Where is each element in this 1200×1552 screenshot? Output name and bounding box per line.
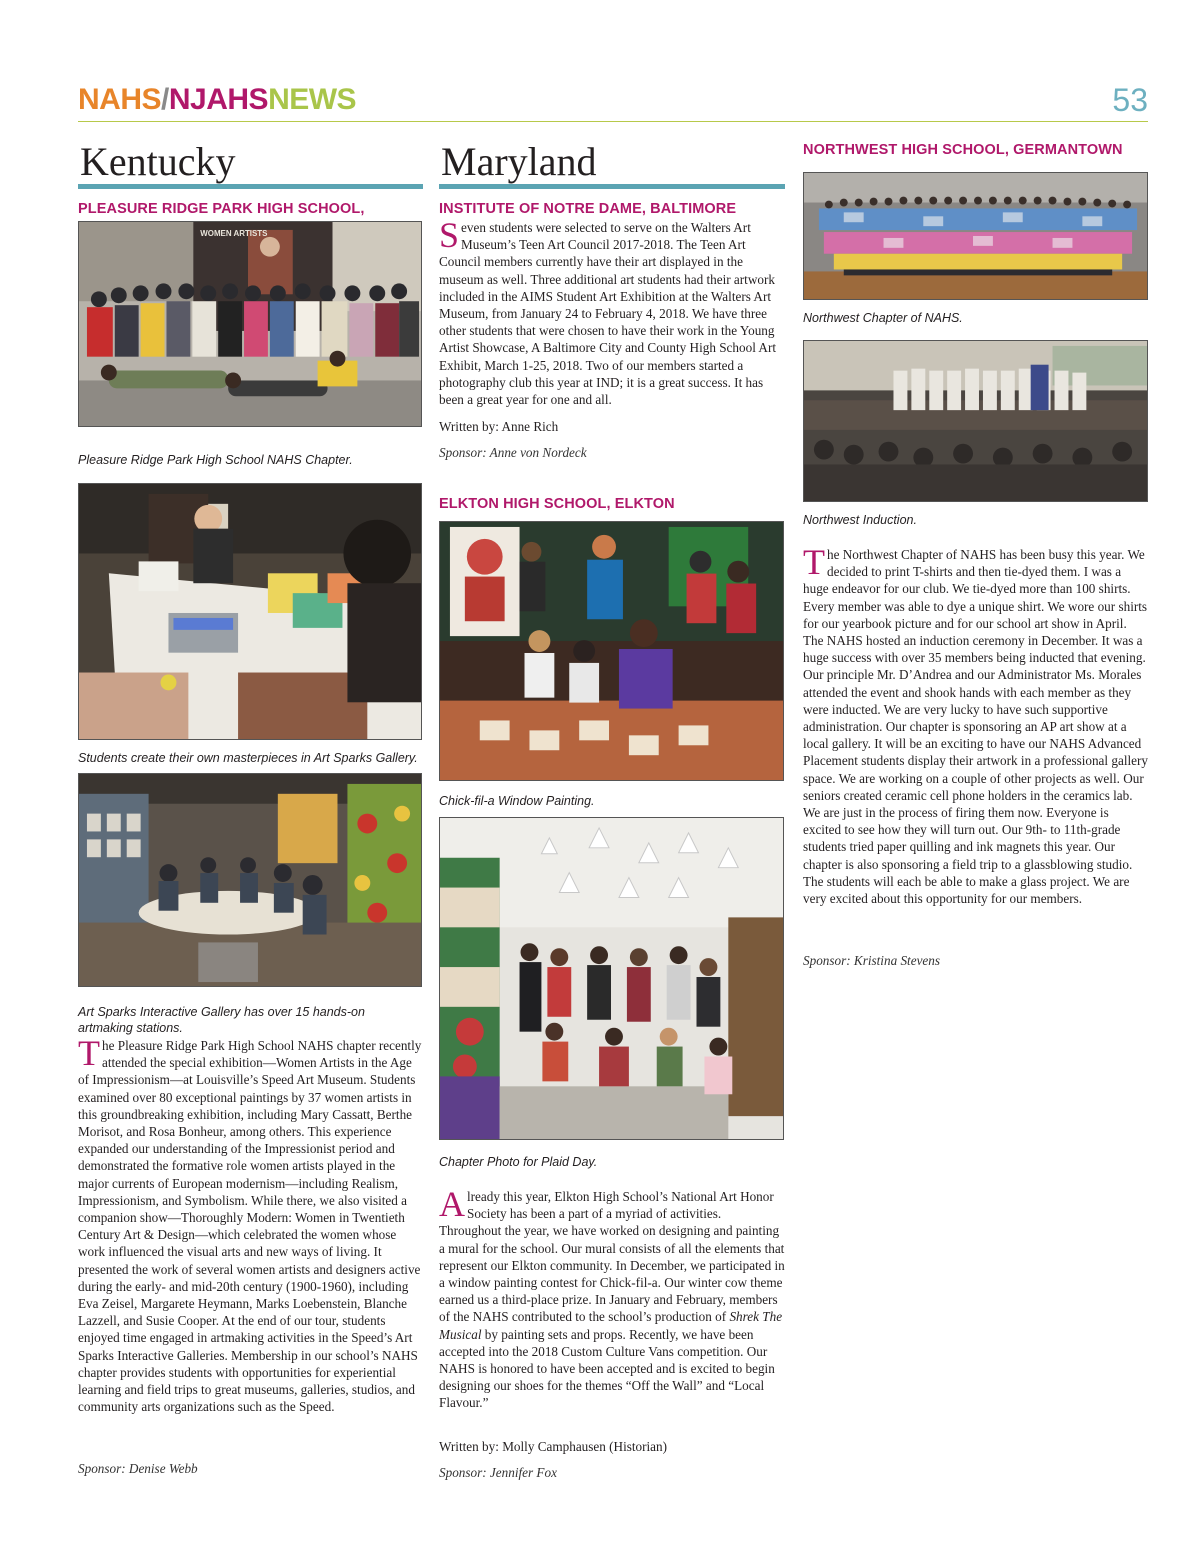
caption-pleasure-ridge-chapter: Pleasure Ridge Park High School NAHS Chapter. <box>78 453 353 467</box>
state-heading-maryland: Maryland <box>439 140 785 189</box>
photo-art-sparks-gallery <box>78 773 422 987</box>
caption-northwest-chapter: Northwest Chapter of NAHS. <box>803 311 963 325</box>
caption-northwest-induction: Northwest Induction. <box>803 513 917 527</box>
title-njahs: NJAHS <box>168 83 269 116</box>
page-number: 53 <box>1112 82 1148 118</box>
article-body: even students were selected to serve on the Walters Art Museum’s Teen Art Council 2017-2018. The Teen Art Council members currently have their art displayed in the museum as well. Three additional art students had their artwork included in the AIMS Student Art Exhibition at the Walters Art Museum, from January 24 to February 4, 2018. We have three other students that were chosen to have their work in the Young Artist Showcase, A Baltimore City and County High School Art Exhibit, March 1-25, 2018. Two of our members started a photography club this year at IND; it is a great success. It has been a great year for one and all. <box>439 220 777 408</box>
photo-sign-text: WOMEN ARTISTS <box>200 228 268 238</box>
photo-chick-fil-a-window <box>439 521 784 781</box>
dropcap: A <box>439 1184 465 1224</box>
photo-pleasure-ridge-chapter <box>78 221 422 427</box>
article-elkton <box>439 1184 785 1412</box>
dropcap: T <box>803 542 825 582</box>
dropcap: S <box>439 215 460 255</box>
school-heading-pleasure-ridge: PLEASURE RIDGE PARK HIGH SCHOOL, <box>78 201 365 217</box>
publication-title <box>78 82 356 118</box>
sponsor-anne-von-nordeck: Sponsor: Anne von Nordeck <box>439 445 587 460</box>
sponsor-jennifer-fox: Sponsor: Jennifer Fox <box>439 1465 557 1480</box>
title-news: NEWS <box>268 83 357 116</box>
caption-art-sparks-table: Students create their own masterpieces in Art Sparks Gallery. <box>78 751 418 765</box>
article-notre-dame <box>439 215 785 408</box>
caption-plaid-day: Chapter Photo for Plaid Day. <box>439 1155 598 1169</box>
school-heading-elkton: ELKTON HIGH SCHOOL, ELKTON <box>439 496 675 512</box>
title-slash: / <box>161 83 169 116</box>
title-nahs: NAHS <box>78 83 162 116</box>
school-heading-notre-dame: INSTITUTE OF NOTRE DAME, BALTIMORE <box>439 201 737 217</box>
caption-art-sparks-gallery: Art Sparks Interactive Gallery has over 15 hands-on artmaking stations. <box>78 1005 365 1035</box>
article-body-title: Shrek The Musical <box>439 1309 783 1342</box>
photo-northwest-chapter <box>803 172 1148 300</box>
school-heading-northwest: NORTHWEST HIGH SCHOOL, GERMANTOWN <box>803 142 1123 158</box>
article-body-part1: lready this year, Elkton High School’s National Art Honor Society has been a part of a myriad of activities. Throughout the year, we have worked on designing and painting a mural for the school. Our mural consists of all the elements that represent our Elkton community. In December, we participated in a window painting contest for Chick-fil-a. Our winter cow theme earned us a third-place prize. In January and February, members of the NAHS contributed to the school’s production of <box>439 1189 785 1325</box>
article-body-part2: by painting sets and props. Recently, we have been accepted into the 2018 Custom Culture Vans competition. Our NAHS is honored to have been accepted and is excited to begin designing our shoes for the themes “Off the Wall” and “Local Flavour.” <box>439 1326 775 1411</box>
written-by-anne-rich: Written by: Anne Rich <box>439 419 559 434</box>
maryland-section <box>439 140 785 218</box>
article-northwest <box>803 542 1149 907</box>
article-body: he Northwest Chapter of NAHS has been busy this year. We decided to print T-shirts and then tie-dyed them. I was a huge endeavor for our club. We tie-dyed more than 100 shirts. Every member was able to dye a unique shirt. We wore our shirts for our yearbook picture and for our school art show in April. The NAHS hosted an induction ceremony in December. It was a huge success with over 35 members being inducted that evening. Our principle Mr. D’Andrea and our Administrator Ms. Morales attended the event and shook hands with each member as they were inducted. We are very lucky to have such supportive administration. Our chapter is sponsoring an AP art show at a local gallery. It will be an exciting to have our NAHS Advanced Placement students display their artwork in a professional gallery space. We are working on a couple of other projects as well. Our seniors created ceramic cell phone holders in the ceramics lab. We are just in the process of firing them now. Everyone is excited to see how they will turn out. Our 9th- to 11th-grade students tried paper quilling and ink magnets this year. Our chapter is also sponsoring a field trip to a glassblowing studio. The students will each be able to make a glass project. We are very excited about this opportunity for our members. <box>803 547 1148 907</box>
caption-chick-fil-a-window: Chick-fil-a Window Painting. <box>439 794 595 808</box>
masthead <box>78 82 1148 122</box>
photo-plaid-day <box>439 817 784 1140</box>
photo-art-sparks-table <box>78 483 422 740</box>
state-heading-kentucky: Kentucky <box>78 140 423 189</box>
sponsor-denise-webb: Sponsor: Denise Webb <box>78 1461 198 1476</box>
sponsor-kristina-stevens: Sponsor: Kristina Stevens <box>803 953 941 968</box>
written-by-molly: Written by: Molly Camphausen (Historian) <box>439 1439 668 1454</box>
article-body: he Pleasure Ridge Park High School NAHS chapter recently attended the special exhibition—Women Artists in the Age of Impressionism—at Louisville’s Speed Art Museum. Students examined over 80 exceptional paintings by 37 women artists in this groundbreaking exhibition, including Mary Cassatt, Berthe Morisot, and Rosa Bonheur, among others. This experience expanded our understanding of the Impressionist period and demonstrated the formative role women artists played in the major currents of European modernism—including Realism, Impressionism, and Symbolism. While there, we also visited a companion show—Thoroughly Modern: Women in Twentieth Century Art & Design—which celebrated the women whose work influenced the visual arts and new ways of living. It presented the work of several women artists and designers active during the early- and mid-20th century (1900-1960), including Eva Zeisel, Margarete Heymann, Marks Loebenstein, Blanche Lazzell, and Susie Cooper. At the end of our tour, students enjoyed time engaged in artmaking activities in the Speed’s Art Sparks Interactive Galleries. Membership in our school’s NAHS chapter provides students with opportunities for experiential learning and field trips to great museums, galleries, studios, and community arts organizations such as the Speed. <box>78 1038 422 1415</box>
photo-northwest-induction <box>803 340 1148 502</box>
dropcap: T <box>78 1033 100 1073</box>
article-pleasure-ridge <box>78 1033 423 1415</box>
